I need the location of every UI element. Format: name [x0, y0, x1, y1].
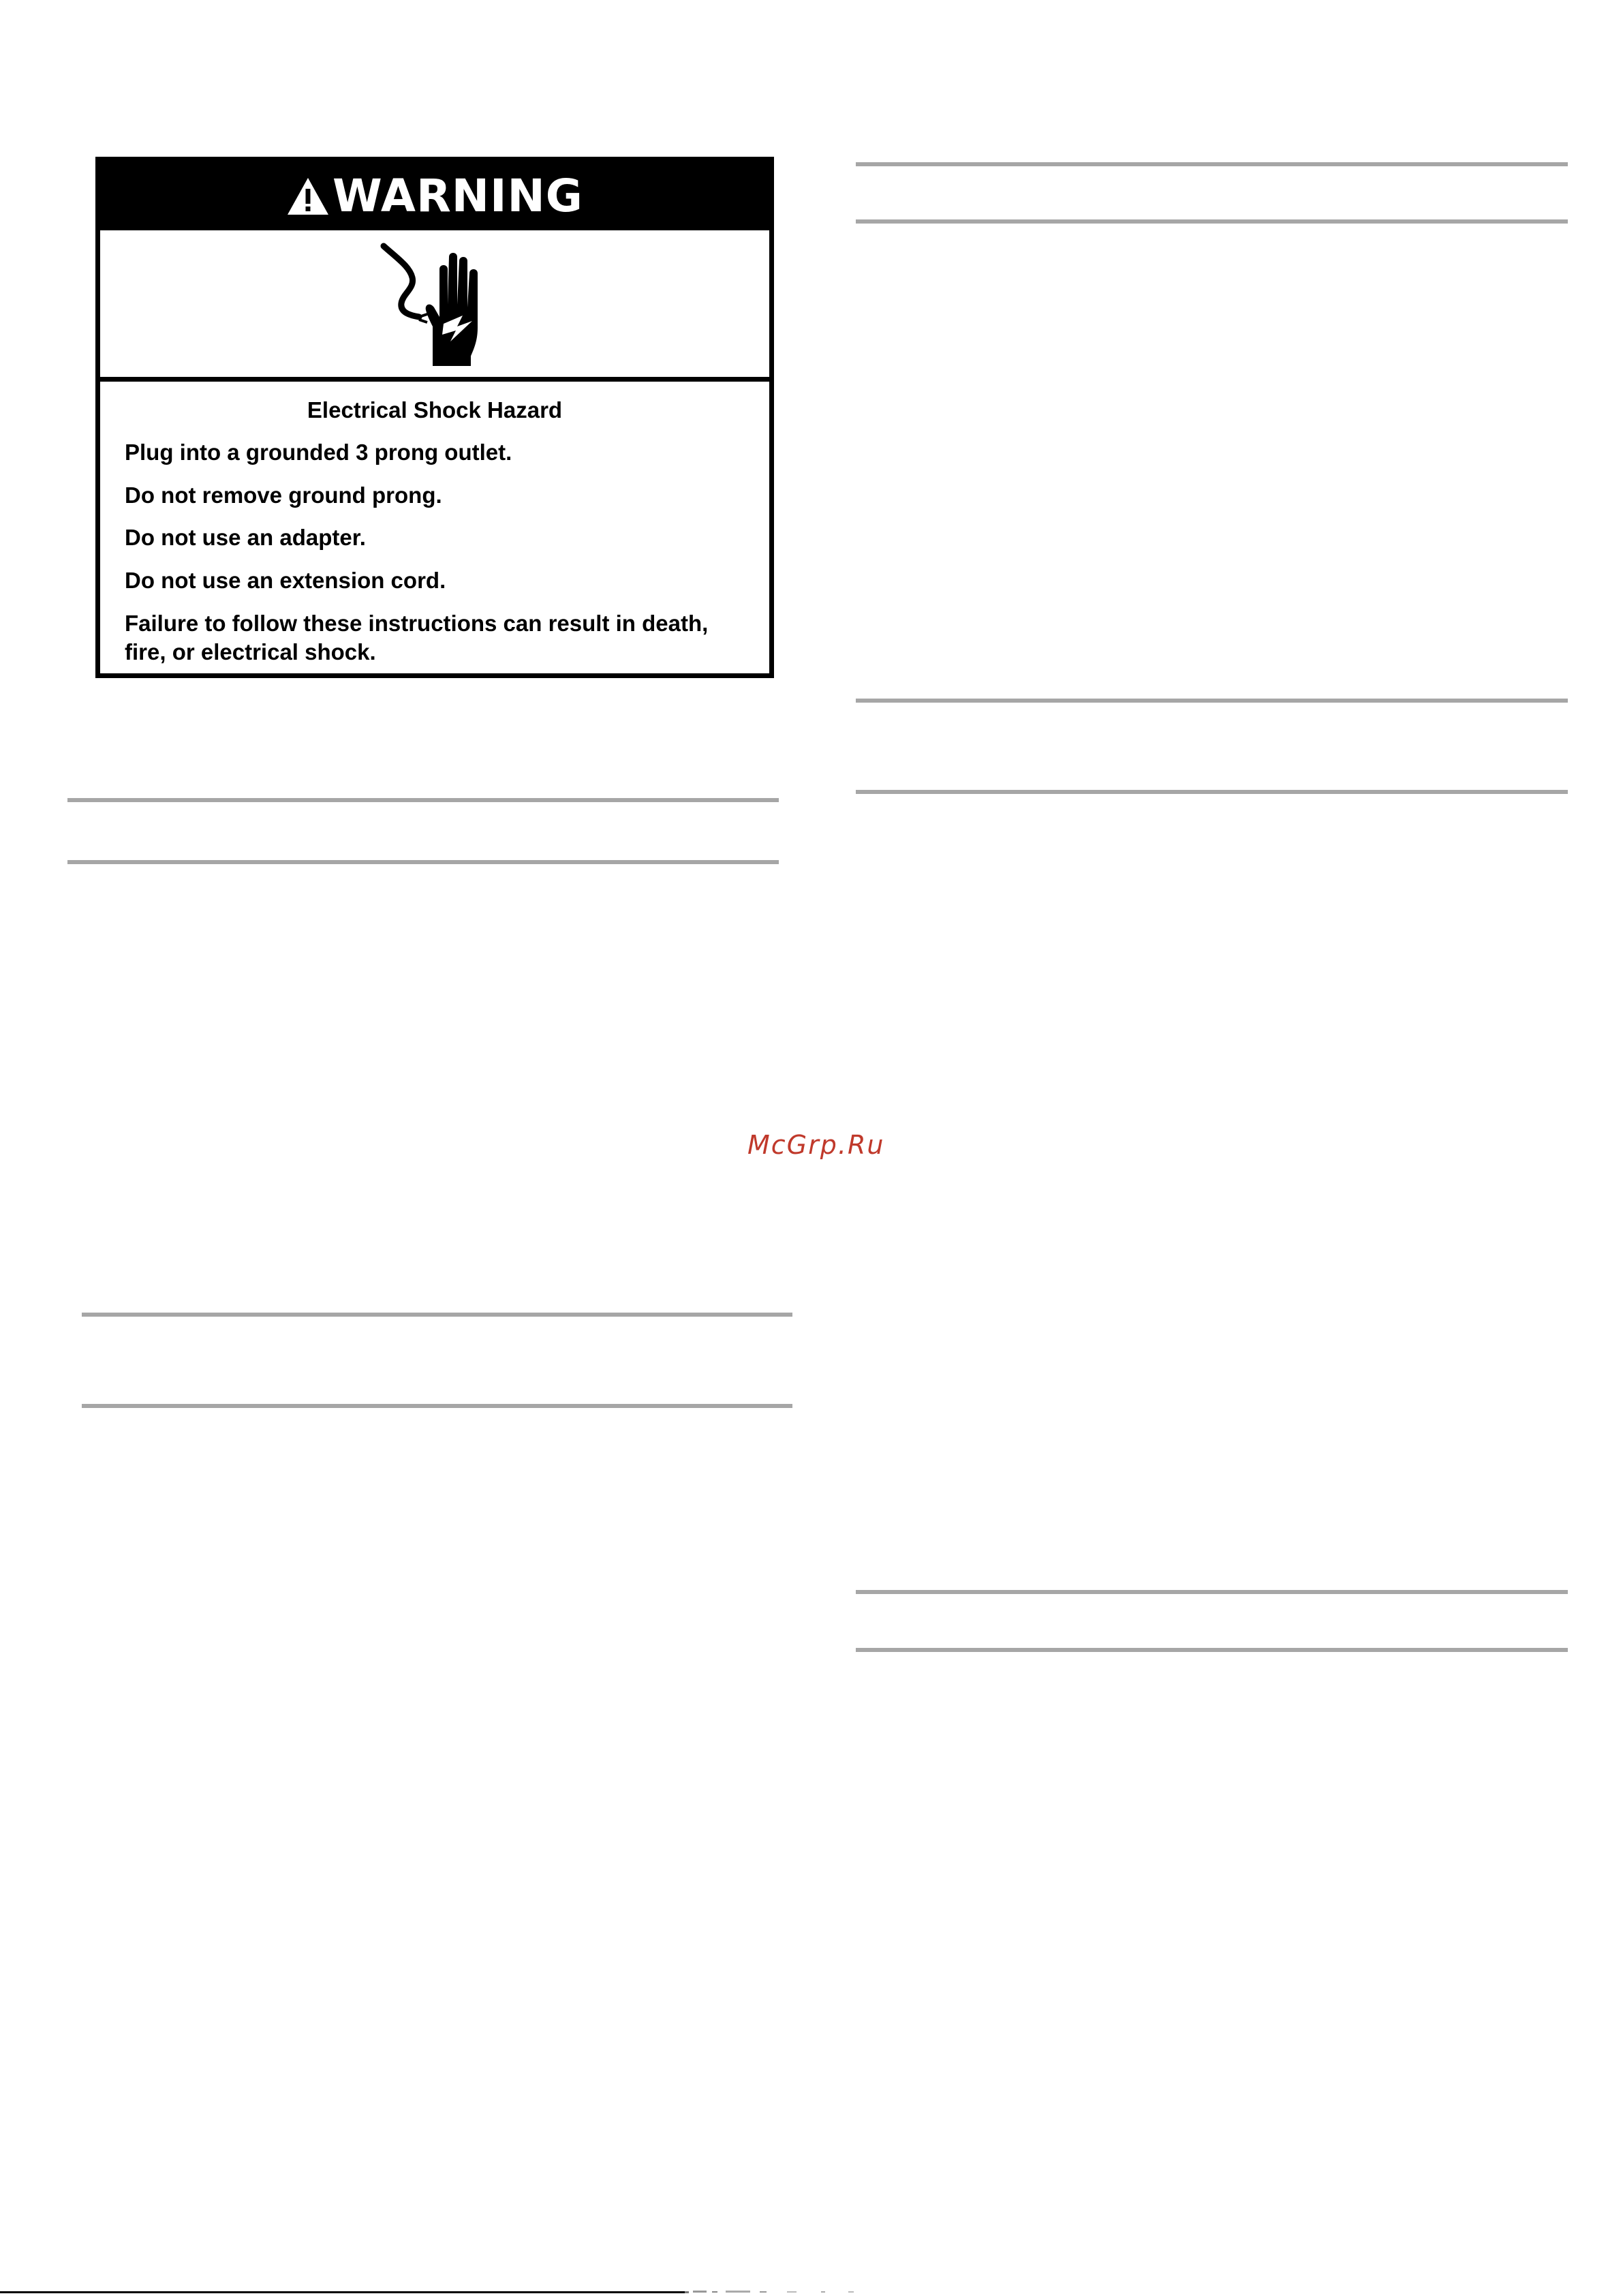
electrical-shock-hand-icon: [377, 239, 493, 369]
hazard-title: Electrical Shock Hazard: [307, 397, 563, 423]
hazard-line-3: Do not use an adapter.: [125, 525, 366, 551]
hazard-line-4: Do not use an extension cord.: [125, 568, 446, 594]
bottom-edge-marks: [685, 2287, 862, 2294]
hazard-line-1: Plug into a grounded 3 prong outlet.: [125, 439, 512, 465]
watermark: McGrp.Ru: [747, 1130, 885, 1160]
section-rule-right-1-top: [856, 162, 1568, 166]
section-rule-right-3-top: [856, 1590, 1568, 1594]
section-rule-right-2-top: [856, 699, 1568, 703]
section-rule-right-1-bottom: [856, 219, 1568, 224]
section-rule-left-2-top: [82, 1313, 792, 1317]
warning-title: WARNING: [333, 169, 583, 222]
alert-triangle-icon: [286, 177, 330, 216]
section-rule-left-1-bottom: [67, 860, 779, 864]
warning-header: [100, 162, 769, 230]
section-rule-right-3-bottom: [856, 1648, 1568, 1652]
section-rule-right-2-bottom: [856, 790, 1568, 794]
hazard-line-5: Failure to follow these instructions can result in death, fire, or electrical shock.: [125, 611, 709, 665]
section-rule-left-1-top: [67, 798, 779, 802]
warning-symbol-panel: [100, 230, 769, 382]
warning-text-panel: [100, 382, 769, 673]
hazard-line-2: Do not remove ground prong.: [125, 482, 442, 508]
section-rule-left-2-bottom: [82, 1404, 792, 1408]
bottom-edge-line: [0, 2291, 685, 2293]
warning-box: [95, 157, 774, 678]
